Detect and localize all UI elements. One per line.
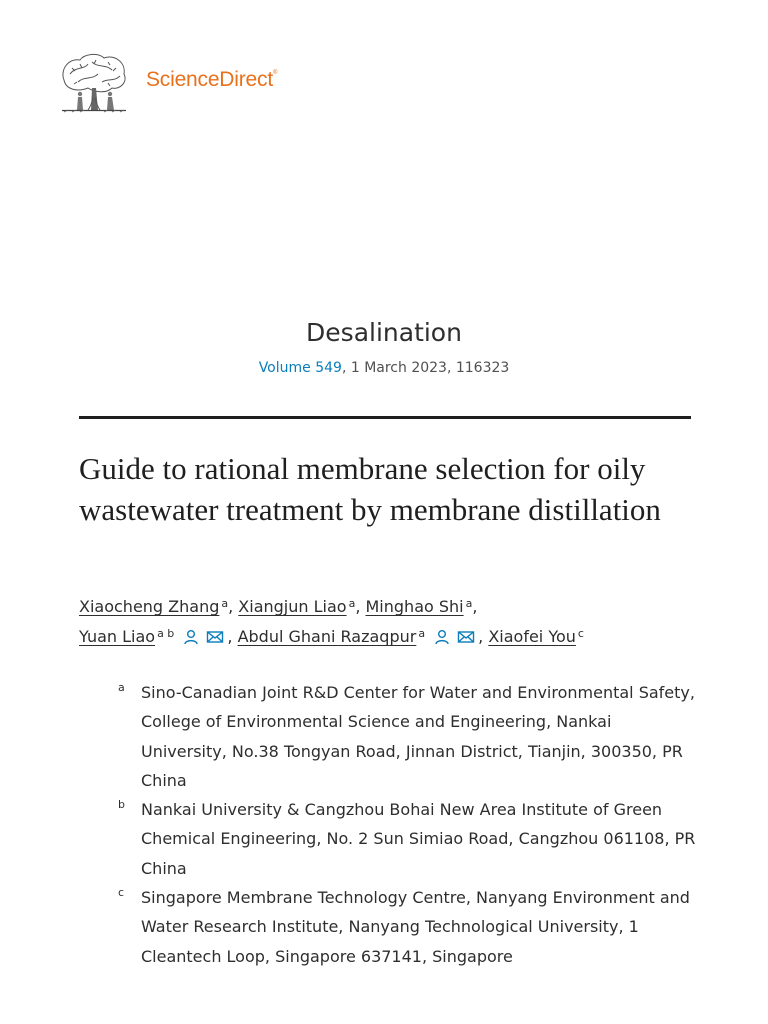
author-affiliation-ref[interactable]: a bbox=[465, 597, 473, 610]
affiliation-label: a bbox=[118, 681, 125, 694]
person-icon[interactable] bbox=[182, 629, 200, 645]
author-affiliation-ref[interactable]: c bbox=[577, 627, 584, 640]
author-affiliation-ref[interactable]: a b bbox=[157, 627, 175, 640]
affiliation-text: Singapore Membrane Technology Centre, Nanyang Environment and Water Research Institute, Nanyang Technological University, 1 Cleantech Loop, Singapore 637141, Singapore bbox=[141, 888, 690, 966]
mail-icon[interactable] bbox=[457, 629, 475, 645]
brand-registered-mark: ® bbox=[272, 70, 278, 76]
elsevier-tree-logo[interactable] bbox=[58, 52, 130, 114]
mail-icon[interactable] bbox=[206, 629, 224, 645]
article-title: Guide to rational membrane selection for oily wastewater treatment by membrane distillation bbox=[79, 451, 661, 527]
author-link[interactable]: Xiangjun Liao bbox=[238, 597, 347, 616]
author-link[interactable]: Xiaocheng Zhang bbox=[79, 597, 220, 616]
author-affiliation-ref[interactable]: a bbox=[221, 597, 229, 610]
author-list: Xiaocheng Zhang $^a$, Xiangjun Liao $^a$, Minghao Shi $^a$, Yuan Liao $^{a b}$ , Abdul Ghani Razaqpur $^a$ , Xiaofei You $^c$ bbox=[79, 597, 584, 646]
affiliation-label: c bbox=[118, 886, 125, 900]
author-link[interactable]: Xiaofei You bbox=[488, 627, 576, 646]
affiliation-item bbox=[118, 883, 698, 971]
journal-volume-line bbox=[0, 360, 768, 376]
volume-link[interactable]: Volume 549 bbox=[258, 360, 342, 376]
sciencedirect-logo[interactable] bbox=[146, 68, 277, 92]
affiliation-list bbox=[118, 678, 698, 971]
journal-title[interactable]: Desalination bbox=[306, 318, 462, 347]
affiliation-item bbox=[118, 795, 698, 883]
affiliation-label: b bbox=[118, 798, 125, 812]
affiliation-item bbox=[118, 678, 698, 795]
author-affiliation-ref[interactable]: a bbox=[418, 627, 426, 640]
affiliation-text: Sino-Canadian Joint R&D Center for Water and Environmental Safety, College of Environmental Science and Engineering, Nankai University, No.38 Tongyan Road, Jinnan District, Tianjin, 300350, PR China bbox=[141, 683, 695, 790]
author-affiliation-ref[interactable]: a bbox=[348, 597, 356, 610]
issue-date-article-number: , 1 March 2023, 116323 bbox=[341, 360, 510, 376]
brand-name: ScienceDirect bbox=[146, 68, 273, 91]
divider bbox=[79, 416, 691, 419]
author-link[interactable]: Abdul Ghani Razaqpur bbox=[237, 627, 417, 646]
author-link[interactable]: Yuan Liao bbox=[79, 627, 156, 646]
affiliation-text: Nankai University & Cangzhou Bohai New Area Institute of Green Chemical Engineering, No. 2 Sun Simiao Road, Cangzhou 061108, PR China bbox=[141, 800, 696, 878]
header bbox=[58, 52, 277, 114]
person-icon[interactable] bbox=[433, 629, 451, 645]
author-link[interactable]: Minghao Shi bbox=[365, 597, 464, 616]
